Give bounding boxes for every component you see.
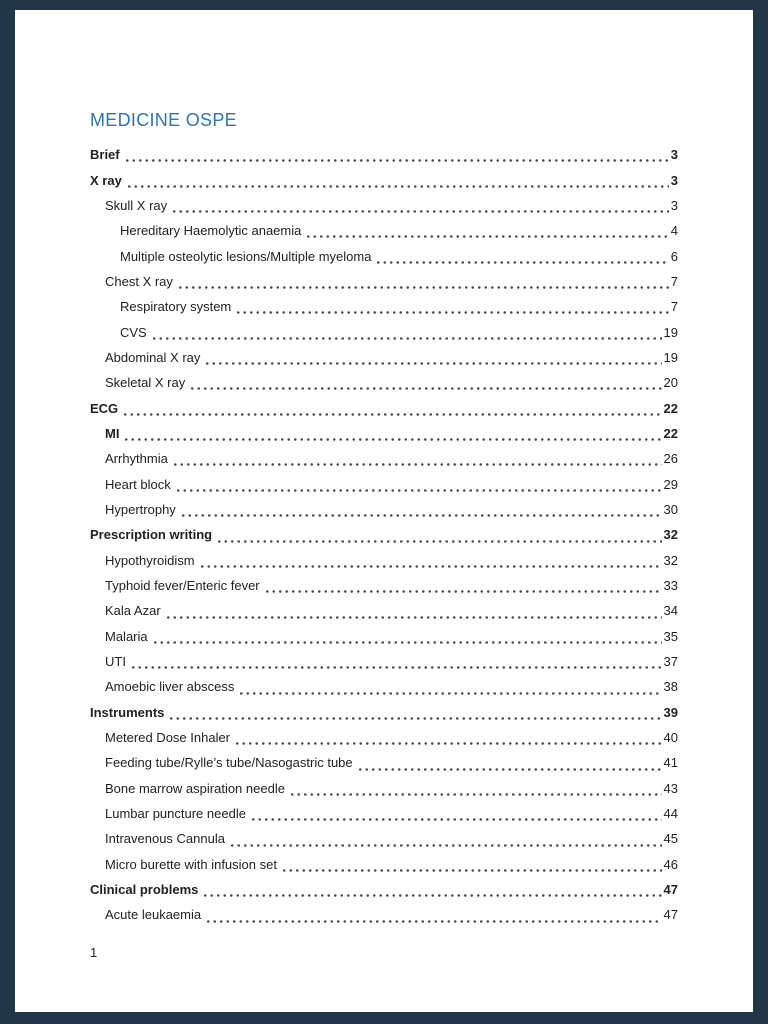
toc-entry-page: 46	[663, 856, 678, 872]
toc-entry-label: Arrhythmia	[105, 451, 168, 467]
toc-entry	[90, 395, 678, 420]
toc-entry-page: 32	[663, 552, 678, 568]
toc-dot-leader	[175, 471, 662, 496]
toc-entry	[90, 801, 678, 826]
toc-dot-leader	[250, 801, 662, 826]
toc-entry	[90, 725, 678, 750]
toc-dot-leader	[189, 370, 661, 395]
toc-entry-label: Feeding tube/Rylle’s tube/Nasogastric tube	[105, 755, 353, 771]
toc-dot-leader	[289, 776, 662, 801]
toc-entry-label: Metered Dose Inhaler	[105, 730, 231, 746]
toc-entry	[90, 522, 678, 547]
toc-dot-leader	[171, 193, 669, 218]
toc-entry-page: 37	[663, 654, 678, 670]
toc-entry-page: 44	[663, 806, 678, 822]
toc-entry-page: 22	[663, 400, 678, 416]
toc-entry-label: Typhoid fever/Enteric fever	[105, 578, 260, 594]
toc-dot-leader	[123, 421, 661, 446]
toc-entry	[90, 319, 678, 344]
toc-entry-label: Prescription writing	[90, 527, 213, 543]
toc-entry-page: 30	[663, 501, 678, 517]
toc-entry-page: 7	[670, 273, 678, 289]
toc-entry-page: 39	[663, 704, 678, 720]
toc-dot-leader	[202, 877, 661, 902]
toc-entry	[90, 471, 678, 496]
toc-entry-page: 38	[663, 679, 678, 695]
toc-entry	[90, 674, 678, 699]
toc-entry	[90, 877, 678, 902]
toc-entry-label: Acute leukaemia	[105, 907, 202, 923]
toc-entry-label: Brief	[90, 147, 120, 163]
toc-entry	[90, 598, 678, 623]
toc-entry-label: Respiratory system	[120, 299, 232, 315]
toc-entry-page: 20	[663, 375, 678, 391]
toc-entry	[90, 269, 678, 294]
toc-entry	[90, 852, 678, 877]
toc-entry-page: 3	[670, 197, 678, 213]
toc-entry	[90, 497, 678, 522]
toc-entry-label: Instruments	[90, 704, 165, 720]
toc-entry-label: Kala Azar	[105, 603, 161, 619]
toc-entry-page: 22	[663, 425, 678, 441]
toc-entry-label: Chest X ray	[105, 273, 173, 289]
toc-dot-leader	[172, 446, 662, 471]
toc-entry	[90, 345, 678, 370]
toc-entry	[90, 573, 678, 598]
toc-entry-label: Micro burette with infusion set	[105, 856, 277, 872]
toc-dot-leader	[177, 269, 669, 294]
toc-dot-leader	[229, 826, 662, 851]
toc-dot-leader	[168, 700, 661, 725]
document-page	[15, 10, 753, 1012]
toc-entry	[90, 142, 678, 167]
toc-entry-label: Clinical problems	[90, 882, 199, 898]
toc-dot-leader	[180, 497, 662, 522]
toc-entry	[90, 243, 678, 268]
toc-entry	[90, 167, 678, 192]
toc-entry-label: Hypothyroidism	[105, 552, 195, 568]
toc-dot-leader	[152, 624, 662, 649]
toc-dot-leader	[235, 294, 669, 319]
toc-entry	[90, 700, 678, 725]
toc-entry-page: 34	[663, 603, 678, 619]
toc-entry-page: 19	[663, 349, 678, 365]
toc-dot-leader	[130, 649, 662, 674]
document-title: MEDICINE OSPE	[90, 110, 237, 130]
toc-entry-label: Lumbar puncture needle	[105, 806, 246, 822]
toc-entry-page: 4	[670, 223, 678, 239]
toc-entry-label: Hypertrophy	[105, 501, 176, 517]
toc-entry-label: Skeletal X ray	[105, 375, 186, 391]
toc-dot-leader	[124, 142, 669, 167]
toc-entry-page: 40	[663, 730, 678, 746]
toc-entry	[90, 548, 678, 573]
page-number: 1	[90, 945, 98, 960]
toc-entry-page: 19	[663, 324, 678, 340]
toc-entry-page: 33	[663, 578, 678, 594]
toc-dot-leader	[234, 725, 662, 750]
toc-entry-label: MI	[105, 425, 120, 441]
toc-dot-leader	[165, 598, 662, 623]
toc-entry-page: 35	[663, 628, 678, 644]
toc-entry-page: 47	[663, 907, 678, 923]
toc-entry-page: 47	[663, 882, 678, 898]
toc-entry-label: Abdominal X ray	[105, 349, 201, 365]
toc-entry-page: 32	[663, 527, 678, 543]
toc-entry	[90, 218, 678, 243]
toc-dot-leader	[281, 852, 662, 877]
toc-entry-label: Skull X ray	[105, 197, 168, 213]
toc-dot-leader	[204, 345, 661, 370]
toc-entry	[90, 750, 678, 775]
toc-entry-label: Multiple osteolytic lesions/Multiple myeloma	[120, 248, 372, 264]
toc-entry	[90, 649, 678, 674]
toc-entry	[90, 370, 678, 395]
toc-entry-label: Amoebic liver abscess	[105, 679, 235, 695]
toc-entry-label: X ray	[90, 172, 122, 188]
toc-entry	[90, 294, 678, 319]
toc-dot-leader	[199, 548, 662, 573]
toc-dot-leader	[122, 395, 661, 420]
toc-dot-leader	[205, 902, 661, 927]
toc-entry-page: 45	[663, 831, 678, 847]
toc-entry-label: ECG	[90, 400, 119, 416]
toc-entry-label: Bone marrow aspiration needle	[105, 780, 285, 796]
toc-entry-page: 43	[663, 780, 678, 796]
toc-entry	[90, 421, 678, 446]
toc-dot-leader	[216, 522, 661, 547]
table-of-contents	[90, 142, 678, 928]
toc-entry-label: Intravenous Cannula	[105, 831, 225, 847]
toc-entry-page: 3	[670, 172, 678, 188]
toc-dot-leader	[126, 167, 669, 192]
toc-entry-page: 26	[663, 451, 678, 467]
toc-dot-leader	[238, 674, 661, 699]
toc-dot-leader	[357, 750, 662, 775]
toc-entry-label: UTI	[105, 654, 126, 670]
toc-entry	[90, 776, 678, 801]
toc-dot-leader	[375, 243, 668, 268]
toc-entry	[90, 826, 678, 851]
toc-entry-page: 6	[670, 248, 678, 264]
toc-entry	[90, 446, 678, 471]
toc-entry	[90, 624, 678, 649]
toc-entry-page: 3	[670, 147, 678, 163]
toc-entry-page: 7	[670, 299, 678, 315]
toc-dot-leader	[264, 573, 662, 598]
toc-entry	[90, 902, 678, 927]
toc-entry-label: Hereditary Haemolytic anaemia	[120, 223, 302, 239]
toc-dot-leader	[305, 218, 668, 243]
toc-entry-label: CVS	[120, 324, 147, 340]
toc-entry-page: 41	[663, 755, 678, 771]
toc-entry-label: Heart block	[105, 476, 171, 492]
toc-dot-leader	[151, 319, 662, 344]
toc-entry-page: 29	[663, 476, 678, 492]
toc-entry	[90, 193, 678, 218]
toc-entry-label: Malaria	[105, 628, 148, 644]
